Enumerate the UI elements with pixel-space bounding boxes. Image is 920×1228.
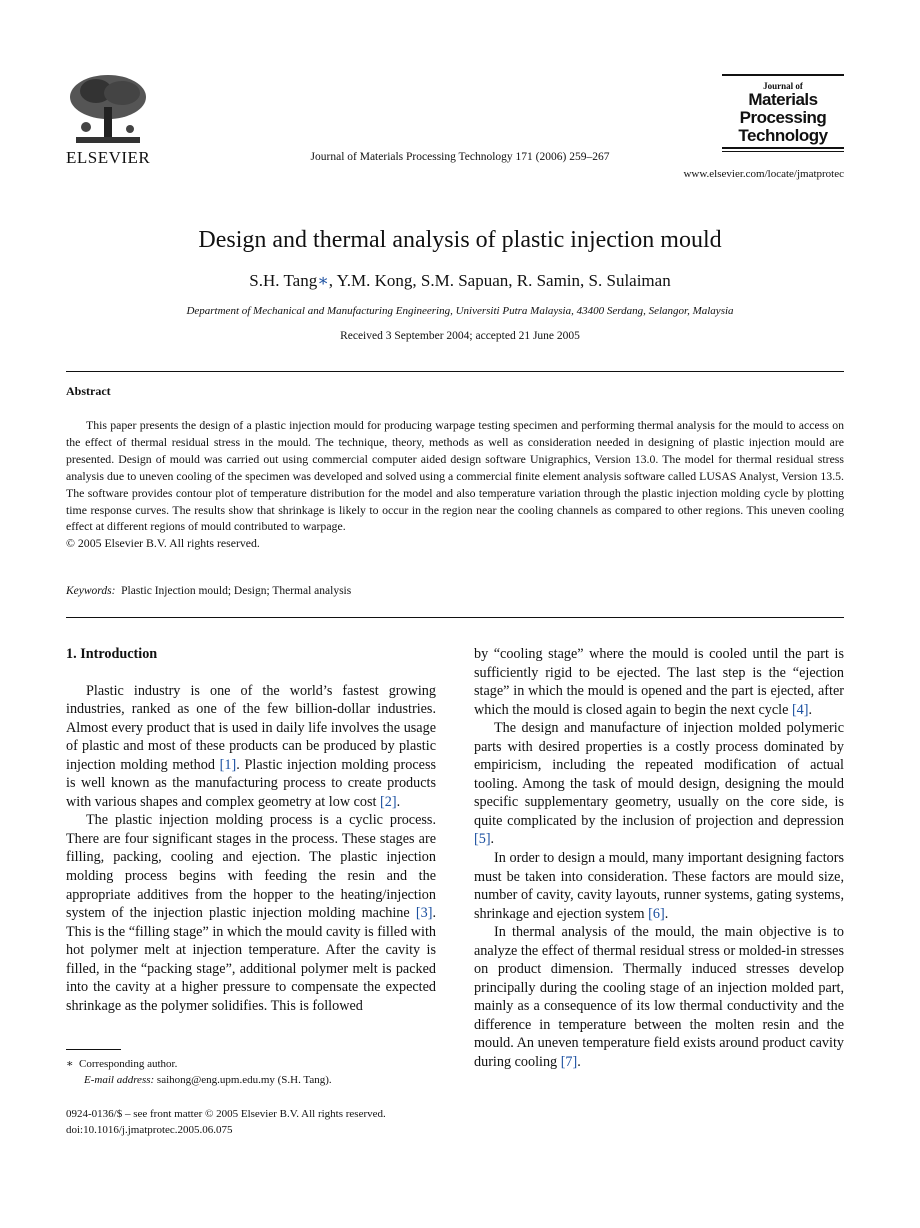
divider bbox=[66, 371, 844, 372]
logo-line-2: Processing bbox=[739, 108, 827, 127]
author-list bbox=[0, 271, 920, 291]
journal-citation: Journal of Materials Processing Technology 171 (2006) 259–267 bbox=[310, 151, 610, 163]
article-title: Design and thermal analysis of plastic injection mould bbox=[198, 227, 722, 253]
publisher-name: ELSEVIER bbox=[66, 148, 151, 167]
logo-line-1: Materials bbox=[748, 90, 818, 109]
journal-url[interactable]: www.elsevier.com/locate/jmatprotec bbox=[683, 168, 844, 180]
keywords-text: Plastic Injection mould; Design; Thermal analysis bbox=[121, 585, 352, 597]
abstract-copyright: © 2005 Elsevier B.V. All rights reserved. bbox=[66, 536, 260, 551]
keywords bbox=[66, 585, 351, 597]
logo-line-3: Technology bbox=[738, 126, 828, 145]
citation-link[interactable]: [5] bbox=[474, 831, 491, 848]
paragraph: Plastic industry is one of the world’s fastest growing industries, ranked as one of the few billion-dollar industries. Almost every product that is used in daily life involves the usage of plastic and most of these products can be produced by plastic injection molding method [1]. Plastic injection molding process is well known as the manufacturing process to create products with various shapes and complex geometry at low cost [2]. bbox=[66, 682, 436, 810]
footnote-email: E-mail address: saihong@eng.upm.edu.my (S.H. Tang). bbox=[84, 1074, 332, 1086]
citation-link[interactable]: [7] bbox=[560, 1054, 578, 1071]
logo-small-text: Journal of bbox=[763, 81, 803, 91]
logo-rule bbox=[722, 147, 844, 149]
abstract-text: This paper presents the design of a plastic injection mould for producing warpage testing specimen and performing thermal analysis for the mould to access on the effect of thermal residual stress in the mould. The technique, theory, methods as well as consideration needed in designing of plastic injection mould are presented. Design of mould was carried out using commercial computer aided design software Unigraphics, Version 13.0. The model for thermal residual stress analysis due to uneven cooling of the specimen was developed and solved using a commercial finite element analysis software called LUSAS Analyst, Version 13.5. The software provides contour plot of temperature distribution for the model and also temperature variation through the plastic injection molding cycle by plotting time response curves. The results show that shrinkage is likely to occur in the region near the cooling channels as compared to other regions. This uneven cooling effect at different regions of mould contributed to warpage. bbox=[66, 418, 844, 534]
citation-link[interactable]: [2] bbox=[380, 793, 397, 810]
keywords-label: Keywords: bbox=[66, 585, 116, 597]
journal-logo bbox=[722, 72, 844, 154]
footnote-corresponding: ∗ Corresponding author. bbox=[66, 1058, 178, 1070]
footnote-rule bbox=[66, 1049, 121, 1050]
logo-rule bbox=[722, 151, 844, 152]
issn-line: 0924-0136/$ – see front matter © 2005 Elsevier B.V. All rights reserved. bbox=[66, 1108, 386, 1120]
received-dates: Received 3 September 2004; accepted 21 June 2005 bbox=[340, 330, 580, 342]
right-column bbox=[474, 645, 844, 1072]
left-column bbox=[66, 645, 436, 1015]
corresponding-author-link[interactable]: ∗ bbox=[317, 271, 329, 290]
doi-line[interactable]: doi:10.1016/j.jmatprotec.2005.06.075 bbox=[66, 1124, 233, 1136]
divider bbox=[66, 617, 844, 618]
other-authors: , Y.M. Kong, S.M. Sapuan, R. Samin, S. Sulaiman bbox=[328, 271, 671, 290]
paragraph: The plastic injection molding process is a cyclic process. There are four significant stages in the process. These stages are filling, packing, cooling and ejection. The plastic injection molding process begins with feeding the resin and the appropriate additives from the hopper to the heating/injection system of the injection plastic injection molding machine [3]. This is the “filling stage” in which the mould cavity is filled with hot polymer melt at injection temperature. After the cavity is filled, in the “packing stage”, additional polymer melt is packed into the cavity at a higher pressure to compensate the expected shrinkage as the polymer solidifies. This is followed bbox=[66, 812, 436, 1014]
abstract-body bbox=[66, 417, 844, 552]
paragraph: by “cooling stage” where the mould is cooled until the part is sufficiently rigid to be ejected. The last step is the “ejection stage” in which the mould is opened and the part is ejected, after which the mould is closed again to begin the next cycle [4]. bbox=[474, 646, 844, 718]
citation-link[interactable]: [4] bbox=[791, 701, 809, 718]
logo-rule bbox=[722, 74, 844, 76]
citation-link[interactable]: [3] bbox=[415, 905, 433, 922]
citation-link[interactable]: [1] bbox=[219, 756, 237, 773]
abstract-heading: Abstract bbox=[66, 384, 111, 398]
paragraph: The design and manufacture of injection molded polymeric parts with desired properties is a costly process dominated by empiricism, including the repeated modification of actual tooling. Among the task of mould design, designing the mould specific supplementary geometry, usually on the core side, is quite complicated by the inclusion of projection and depression [5]. bbox=[474, 720, 844, 848]
elsevier-tree-logo bbox=[66, 71, 150, 147]
section-heading: 1. Introduction bbox=[66, 646, 158, 662]
first-author: S.H. Tang bbox=[249, 271, 318, 290]
paragraph: In order to design a mould, many important designing factors must be taken into consideration. These factors are mould size, number of cavity, cavity layouts, runner systems, gating systems, shrinkage and ejection system [6]. bbox=[474, 850, 844, 922]
paragraph: In thermal analysis of the mould, the main objective is to analyze the effect of thermal residual stress or molded-in stresses on product dimension. Thermally induced stresses develop principally during the cooling stage of an injection molded part, mainly as a consequence of its low thermal conductivity and the difference in temperature between the molten resin and the mould. An uneven temperature field exists around product cavity during cooling [7]. bbox=[474, 924, 844, 1071]
affiliation: Department of Mechanical and Manufacturing Engineering, Universiti Putra Malaysia, 43400 Serdang, Selangor, Malaysia bbox=[186, 305, 734, 317]
citation-link[interactable]: [6] bbox=[648, 905, 665, 922]
email-link[interactable]: saihong@eng.upm.edu.my (S.H. Tang). bbox=[156, 1074, 332, 1086]
